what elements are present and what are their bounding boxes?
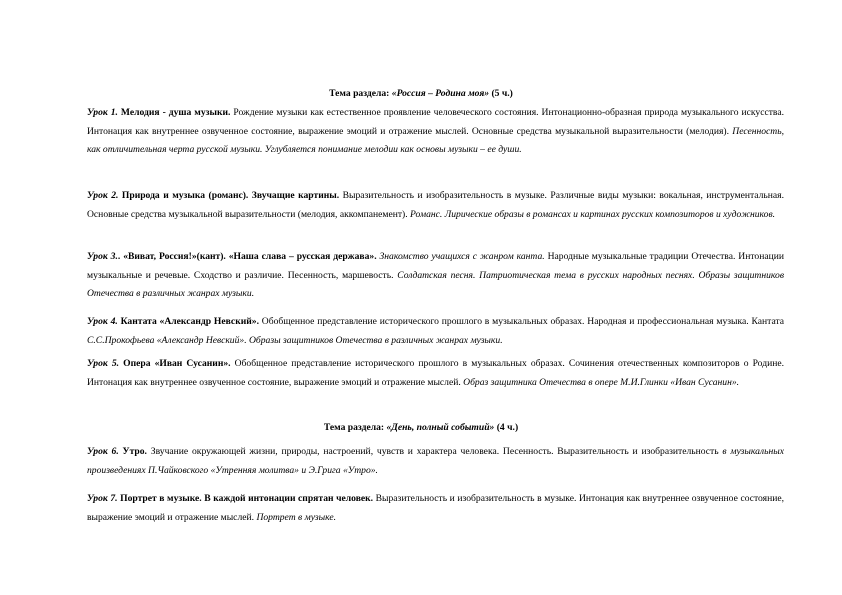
lesson-italic-text: Солдатская песня. Патриотическая тема в русских народных песнях. Образы защитников Отечества в различных жанрах музыки. [87,269,784,299]
lesson-italic-lead: Знакомство учащихся с жанром канта. [376,251,545,262]
lesson-label: Урок 4. [87,316,118,327]
section-title: «Россия – Родина моя» [391,88,490,99]
lesson-paragraph [87,313,784,350]
lesson-topic: Портрет в музыке. В каждой интонации спрятан человек. [117,493,374,504]
lesson-label: Урок 6. [87,446,119,457]
lesson-italic-text: в музыкальных произведениях П.Чайковского «Утренняя молитва» и Э.Грига «Утро». [87,446,784,476]
lesson-text: Рождение музыки как естественное проявление человеческого состояния. Интонационно-образная природа музыкального искусства. Интонация как внутреннее озвученное состояние, выражение эмоций и отражение мыслей. Основные средства музыкальной выразительности (мелодия). [87,107,784,137]
lesson-italic-text: Романс. Лирические образы в романсах и картинах русских композиторов и художников. [410,208,776,220]
section-heading [0,422,842,434]
lesson-topic: Опера «Иван Сусанин». [119,358,231,369]
lesson-paragraph [87,443,784,480]
lesson-italic-text: Песенность, как отличительная черта русской музыки. Углубляется понимание мелодии как основы музыки – ее души. [87,125,784,155]
section-title: «День, полный событий» [386,422,495,433]
lesson-text: Обобщенное представление исторического прошлого в музыкальных образах. Народная и профессиональная музыка. Кантата [258,316,785,327]
lesson-text: Выразительность и изобразительность в музыке. Различные виды музыки: вокальная, инструментальная. Основные средства музыкальной выразительности (мелодия, аккомпанемент). [87,190,784,220]
lesson-italic-text: Образ защитника Отечества в опере М.И.Глинки «Иван Сусанин». [463,376,740,388]
lesson-text: Обобщенное представление исторического прошлого в музыкальных образах. Сочинения отечественных композиторов о Родине. Интонация как внутреннее озвученное состояние, выражение эмоций и отражение мыслей. [87,358,785,388]
lesson-topic: Утро. [118,446,147,457]
lesson-italic-text: С.С.Прокофьева «Александр Невский». Образы защитников Отечества в различных жанрах музыки. [87,334,503,346]
lesson-text: Выразительность и изобразительность в музыке. Интонация как внутреннее озвученное состояние, выражение эмоций и отражение мыслей. [87,493,785,523]
lesson-label: Урок 3. [87,251,118,262]
section-hours: (5 ч.) [489,88,513,99]
lesson-paragraph [87,490,784,527]
lesson-topic: . «Виват, Россия!»(кант). «Наша слава – русская держава». [117,251,377,262]
lesson-label: Урок 7. [87,493,118,504]
section-prefix: Тема раздела: [329,88,392,99]
lesson-topic: Кантата «Александр Невский». [117,316,259,327]
section-hours: (4 ч.) [494,422,519,433]
lesson-paragraph [87,104,784,160]
section-heading [0,88,842,100]
lesson-paragraph [87,187,784,224]
lesson-label: Урок 1. [87,107,118,118]
lesson-label: Урок 5. [87,358,120,369]
lesson-topic: Природа и музыка (романс). Звучащие картины. [118,190,340,201]
lesson-paragraph [87,248,784,304]
lesson-text: Звучание окружающей жизни, природы, настроений, чувств и характера человека. Песенность. Выразительность и изобразительность [146,446,723,457]
lesson-paragraph [87,355,784,392]
lesson-topic: Мелодия - душа музыки. [117,107,231,118]
lesson-italic-text: Портрет в музыке. [256,511,336,523]
lesson-text: Народные музыкальные традиции Отечества. Интонации музыкальные и речевые. Сходство и различие. Песенность, маршевость. [87,251,784,281]
lesson-label: Урок 2. [87,190,119,201]
section-prefix: Тема раздела: [323,422,387,433]
